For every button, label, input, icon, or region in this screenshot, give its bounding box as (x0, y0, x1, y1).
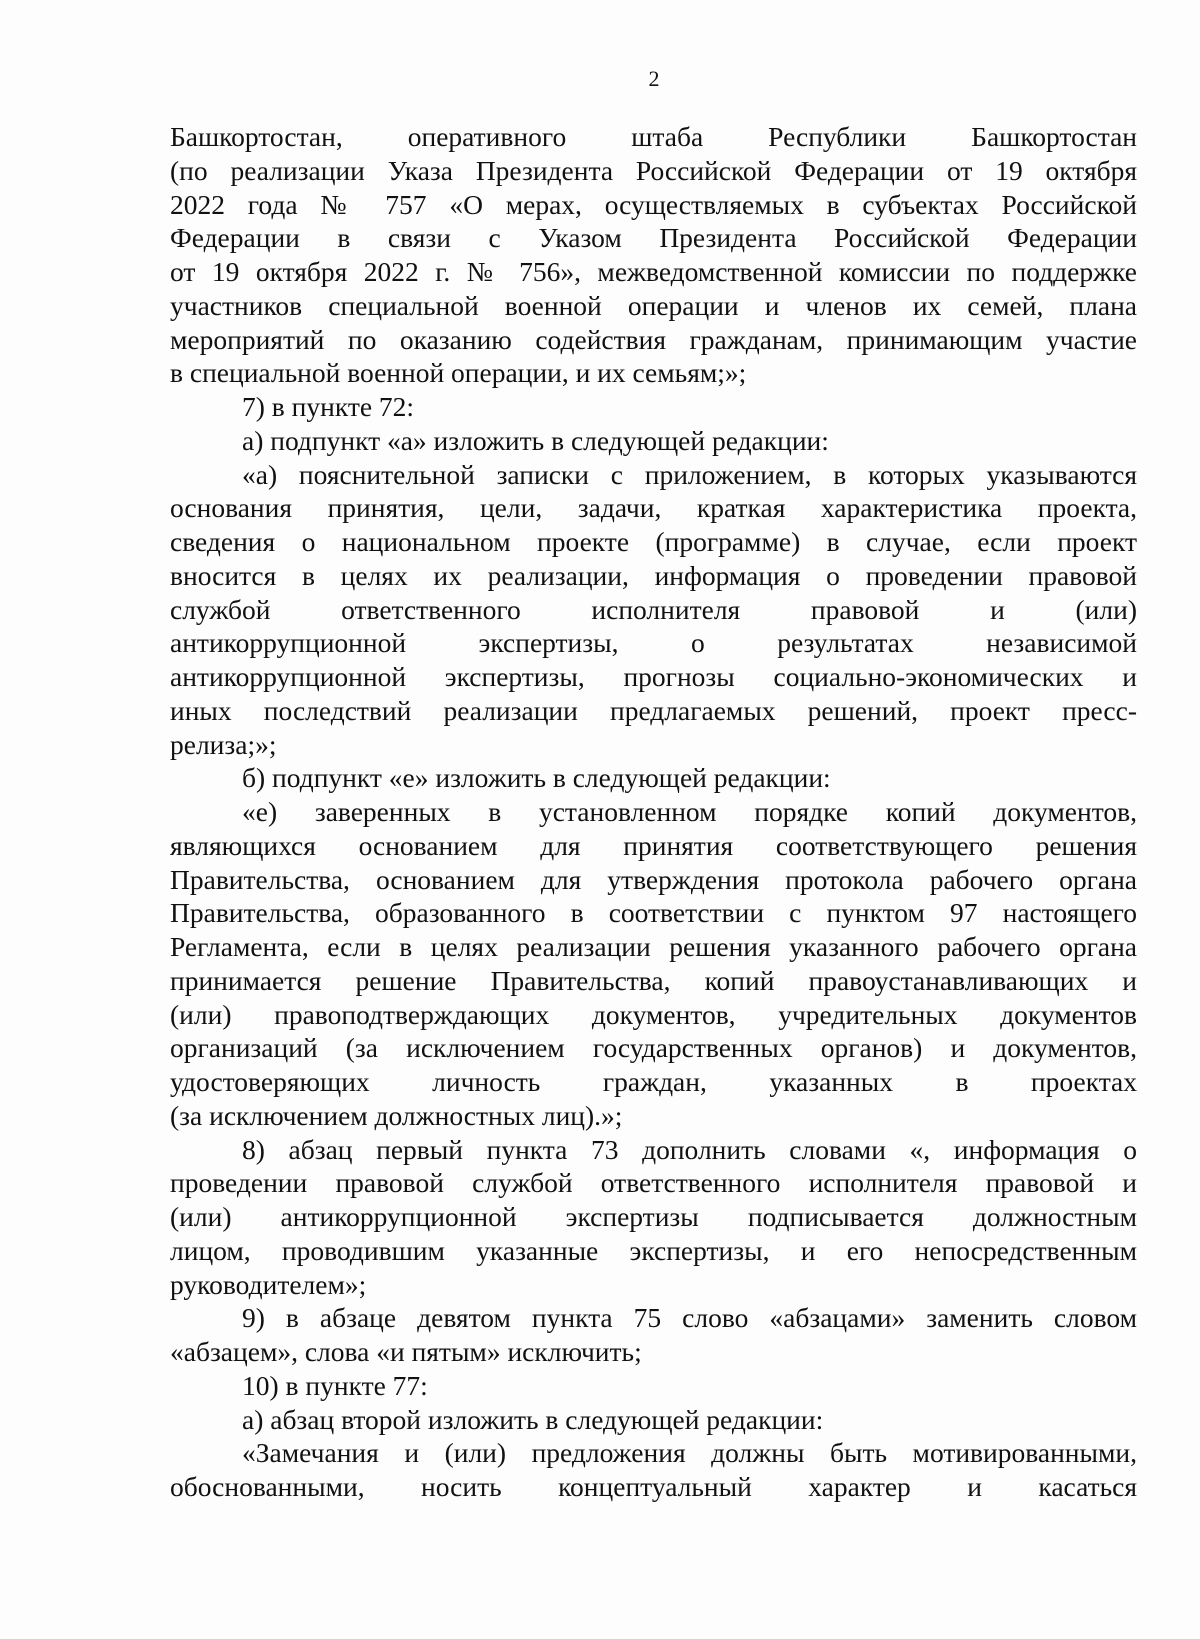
text-line: лицом, проводившим указанные экспертизы, и его непосредственным (170, 1234, 1137, 1266)
text-line: «е) заверенных в установленном порядке копий документов, (242, 796, 1137, 827)
text-line: 7) в пункте 72: (242, 391, 415, 422)
text-line: организаций (за исключением государственных органов) и документов, (170, 1032, 1137, 1064)
text-line: Правительства, образованного в соответствии с пунктом 97 настоящего (170, 897, 1137, 929)
text-line: в специальной военной операции, и их семьям;»; (170, 357, 747, 389)
text-line: основания принятия, цели, задачи, краткая характеристика проекта, (170, 492, 1137, 524)
text-line: «Замечания и (или) предложения должны быть мотивированными, (242, 1437, 1137, 1469)
text-line: антикоррупционной экспертизы, о результатах независимой (170, 627, 1137, 659)
text-line: обоснованными, носить концептуальный характер и касаться (170, 1471, 1137, 1502)
text-line: (или) антикоррупционной экспертизы подписывается должностным (170, 1201, 1137, 1232)
text-line: службой ответственного исполнителя правовой и (или) (170, 593, 1137, 625)
text-line: от 19 октября 2022 г. № 756», межведомственной комиссии по поддержке (170, 256, 1137, 287)
text-line: Федерации в связи с Указом Президента Российской Федерации (170, 222, 1137, 254)
text-line: Правительства, основанием для утверждения протокола рабочего органа (170, 863, 1137, 895)
text-line: иных последствий реализации предлагаемых решений, проект пресс- (170, 694, 1137, 726)
text-line: (или) правоподтверждающих документов, учредительных документов (170, 998, 1137, 1030)
text-line: 8) абзац первый пункта 73 дополнить словами «, информация о (242, 1133, 1137, 1165)
text-line: 10) в пункте 77: (242, 1369, 428, 1401)
text-line: вносится в целях их реализации, информация о проведении правовой (170, 559, 1137, 591)
text-line: принимается решение Правительства, копий правоустанавливающих и (170, 964, 1137, 996)
text-line: релиза;»; (170, 728, 277, 760)
text-line: (за исключением должностных лиц).»; (170, 1099, 623, 1131)
text-line: удостоверяющих личность граждан, указанных в проектах (170, 1066, 1137, 1097)
text-line: участников специальной военной операции и членов их семей, плана (170, 289, 1137, 321)
text-line: а) подпункт «а» изложить в следующей редакции: (242, 424, 829, 456)
text-line: (по реализации Указа Президента Российской Федерации от 19 октября (170, 154, 1137, 186)
text-line: «абзацем», слова «и пятым» исключить; (170, 1336, 642, 1367)
text-line: проведении правовой службой ответственного исполнителя правовой и (170, 1167, 1137, 1199)
text-line: 9) в абзаце девятом пункта 75 слово «абзацами» заменить словом (242, 1302, 1137, 1334)
text-line: мероприятий по оказанию содействия гражданам, принимающим участие (170, 323, 1137, 355)
text-line: 2022 года № 757 «О мерах, осуществляемых в субъектах Российской (170, 188, 1137, 220)
text-line: руководителем»; (170, 1268, 367, 1300)
text-line: Регламента, если в целях реализации решения указанного рабочего органа (170, 931, 1137, 962)
text-line: являющихся основанием для принятия соответствующего решения (170, 829, 1137, 861)
text-line: сведения о национальном проекте (программе) в случае, если проект (170, 526, 1137, 557)
text-line: «а) пояснительной записки с приложением, в которых указываются (242, 458, 1137, 490)
text-line: антикоррупционной экспертизы, прогнозы социально-экономических и (170, 661, 1137, 692)
document-body (170, 120, 1137, 1504)
text-line: б) подпункт «е» изложить в следующей редакции: (242, 762, 831, 794)
page-number: 2 (648, 66, 660, 91)
text-line: а) абзац второй изложить в следующей редакции: (242, 1403, 824, 1435)
text-line: Башкортостан, оперативного штаба Республики Башкортостан (170, 121, 1137, 152)
